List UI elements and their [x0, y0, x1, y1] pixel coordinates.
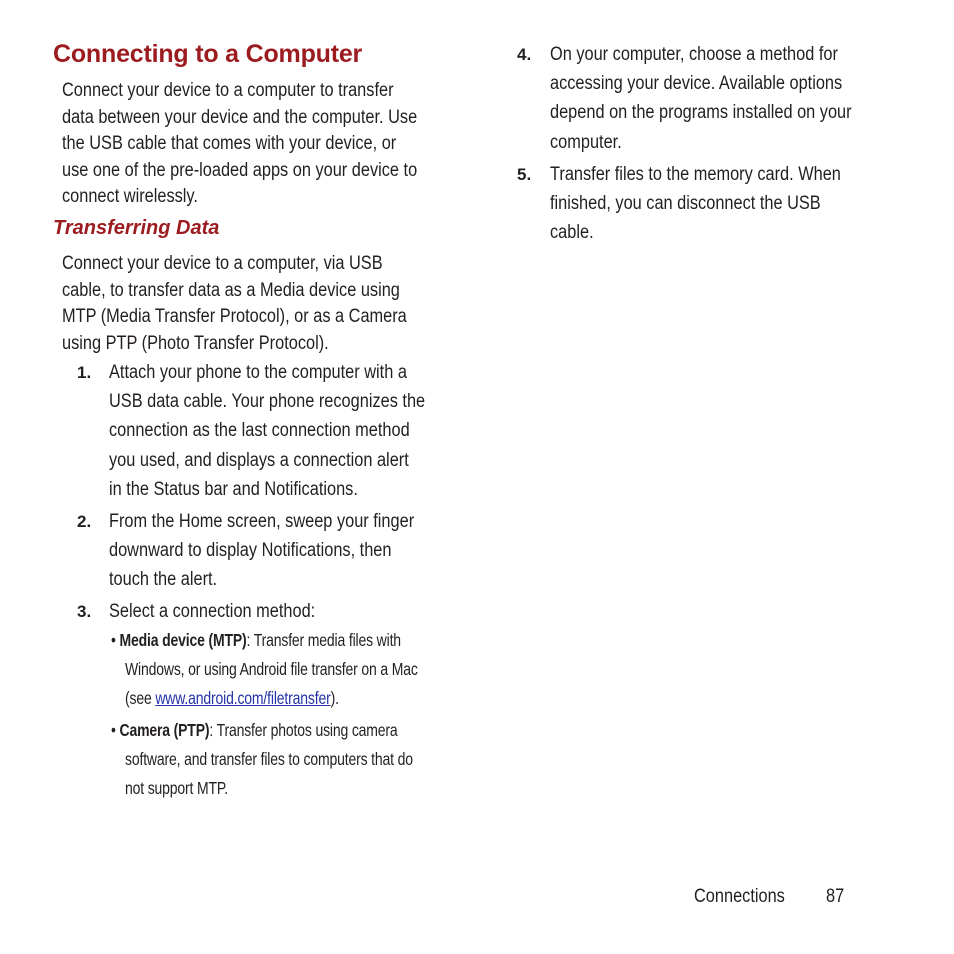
- step-1-number: 1.: [77, 363, 92, 382]
- step-4-number: 4.: [517, 45, 532, 64]
- bullet-ptp-line-1: [111, 716, 398, 745]
- step-3-text: Select a connection method:: [109, 601, 316, 622]
- step-2-text: From the Home screen, sweep your finger downward to display Notifications, then touch the alert.: [109, 511, 415, 591]
- mtp-line3-post: ).: [330, 688, 339, 708]
- bullet-ptp-line-3: not support MTP.: [125, 778, 229, 798]
- page-title: Connecting to a Computer: [53, 40, 363, 68]
- mtp-label: Media device (MTP): [119, 630, 247, 650]
- footer-section-name: Connections: [694, 886, 785, 907]
- step-2-number: 2.: [77, 512, 92, 531]
- bullet-mark: •: [111, 630, 116, 650]
- ptp-label: Camera (PTP): [119, 720, 210, 740]
- bullet-ptp-line-2: software, and transfer files to computers that do: [125, 749, 413, 769]
- page-number: 87: [826, 886, 845, 907]
- ptp-line1-text: : Transfer photos using camera: [209, 720, 398, 740]
- step-3-number: 3.: [77, 602, 92, 621]
- section-intro-paragraph: Connect your device to a computer, via USB cable, to transfer data as a Media device using MTP (Media Transfer Protocol), or as a Camera using PTP (Photo Transfer Protocol).: [62, 253, 407, 354]
- intro-paragraph: Connect your device to a computer to transfer data between your device and the computer. Use the USB cable that comes with your device, or use one of the pre-loaded apps on your device to connect wirelessly.: [62, 80, 418, 207]
- bullet-mark: •: [111, 720, 116, 740]
- step-4-text: On your computer, choose a method for accessing your device. Available options depend on the programs installed on your computer.: [550, 44, 852, 153]
- filetransfer-link[interactable]: www.android.com/filetransfer: [155, 688, 331, 708]
- bullet-mtp-line-2: Windows, or using Android file transfer on a Mac: [125, 659, 418, 679]
- mtp-line1-text: : Transfer media files with: [246, 630, 401, 650]
- mtp-line3-pre: (see: [125, 688, 156, 708]
- section-heading: Transferring Data: [53, 217, 220, 239]
- bullet-mtp-line-3: [125, 684, 339, 713]
- step-5-number: 5.: [517, 165, 532, 184]
- bullet-mtp-line-1: [111, 626, 401, 655]
- step-1-text: Attach your phone to the computer with a USB data cable. Your phone recognizes the connection as the last connection method you used, and displays a connection alert in the Status bar and Notifications.: [109, 362, 426, 500]
- step-5-text: Transfer files to the memory card. When finished, you can disconnect the USB cable.: [550, 164, 841, 244]
